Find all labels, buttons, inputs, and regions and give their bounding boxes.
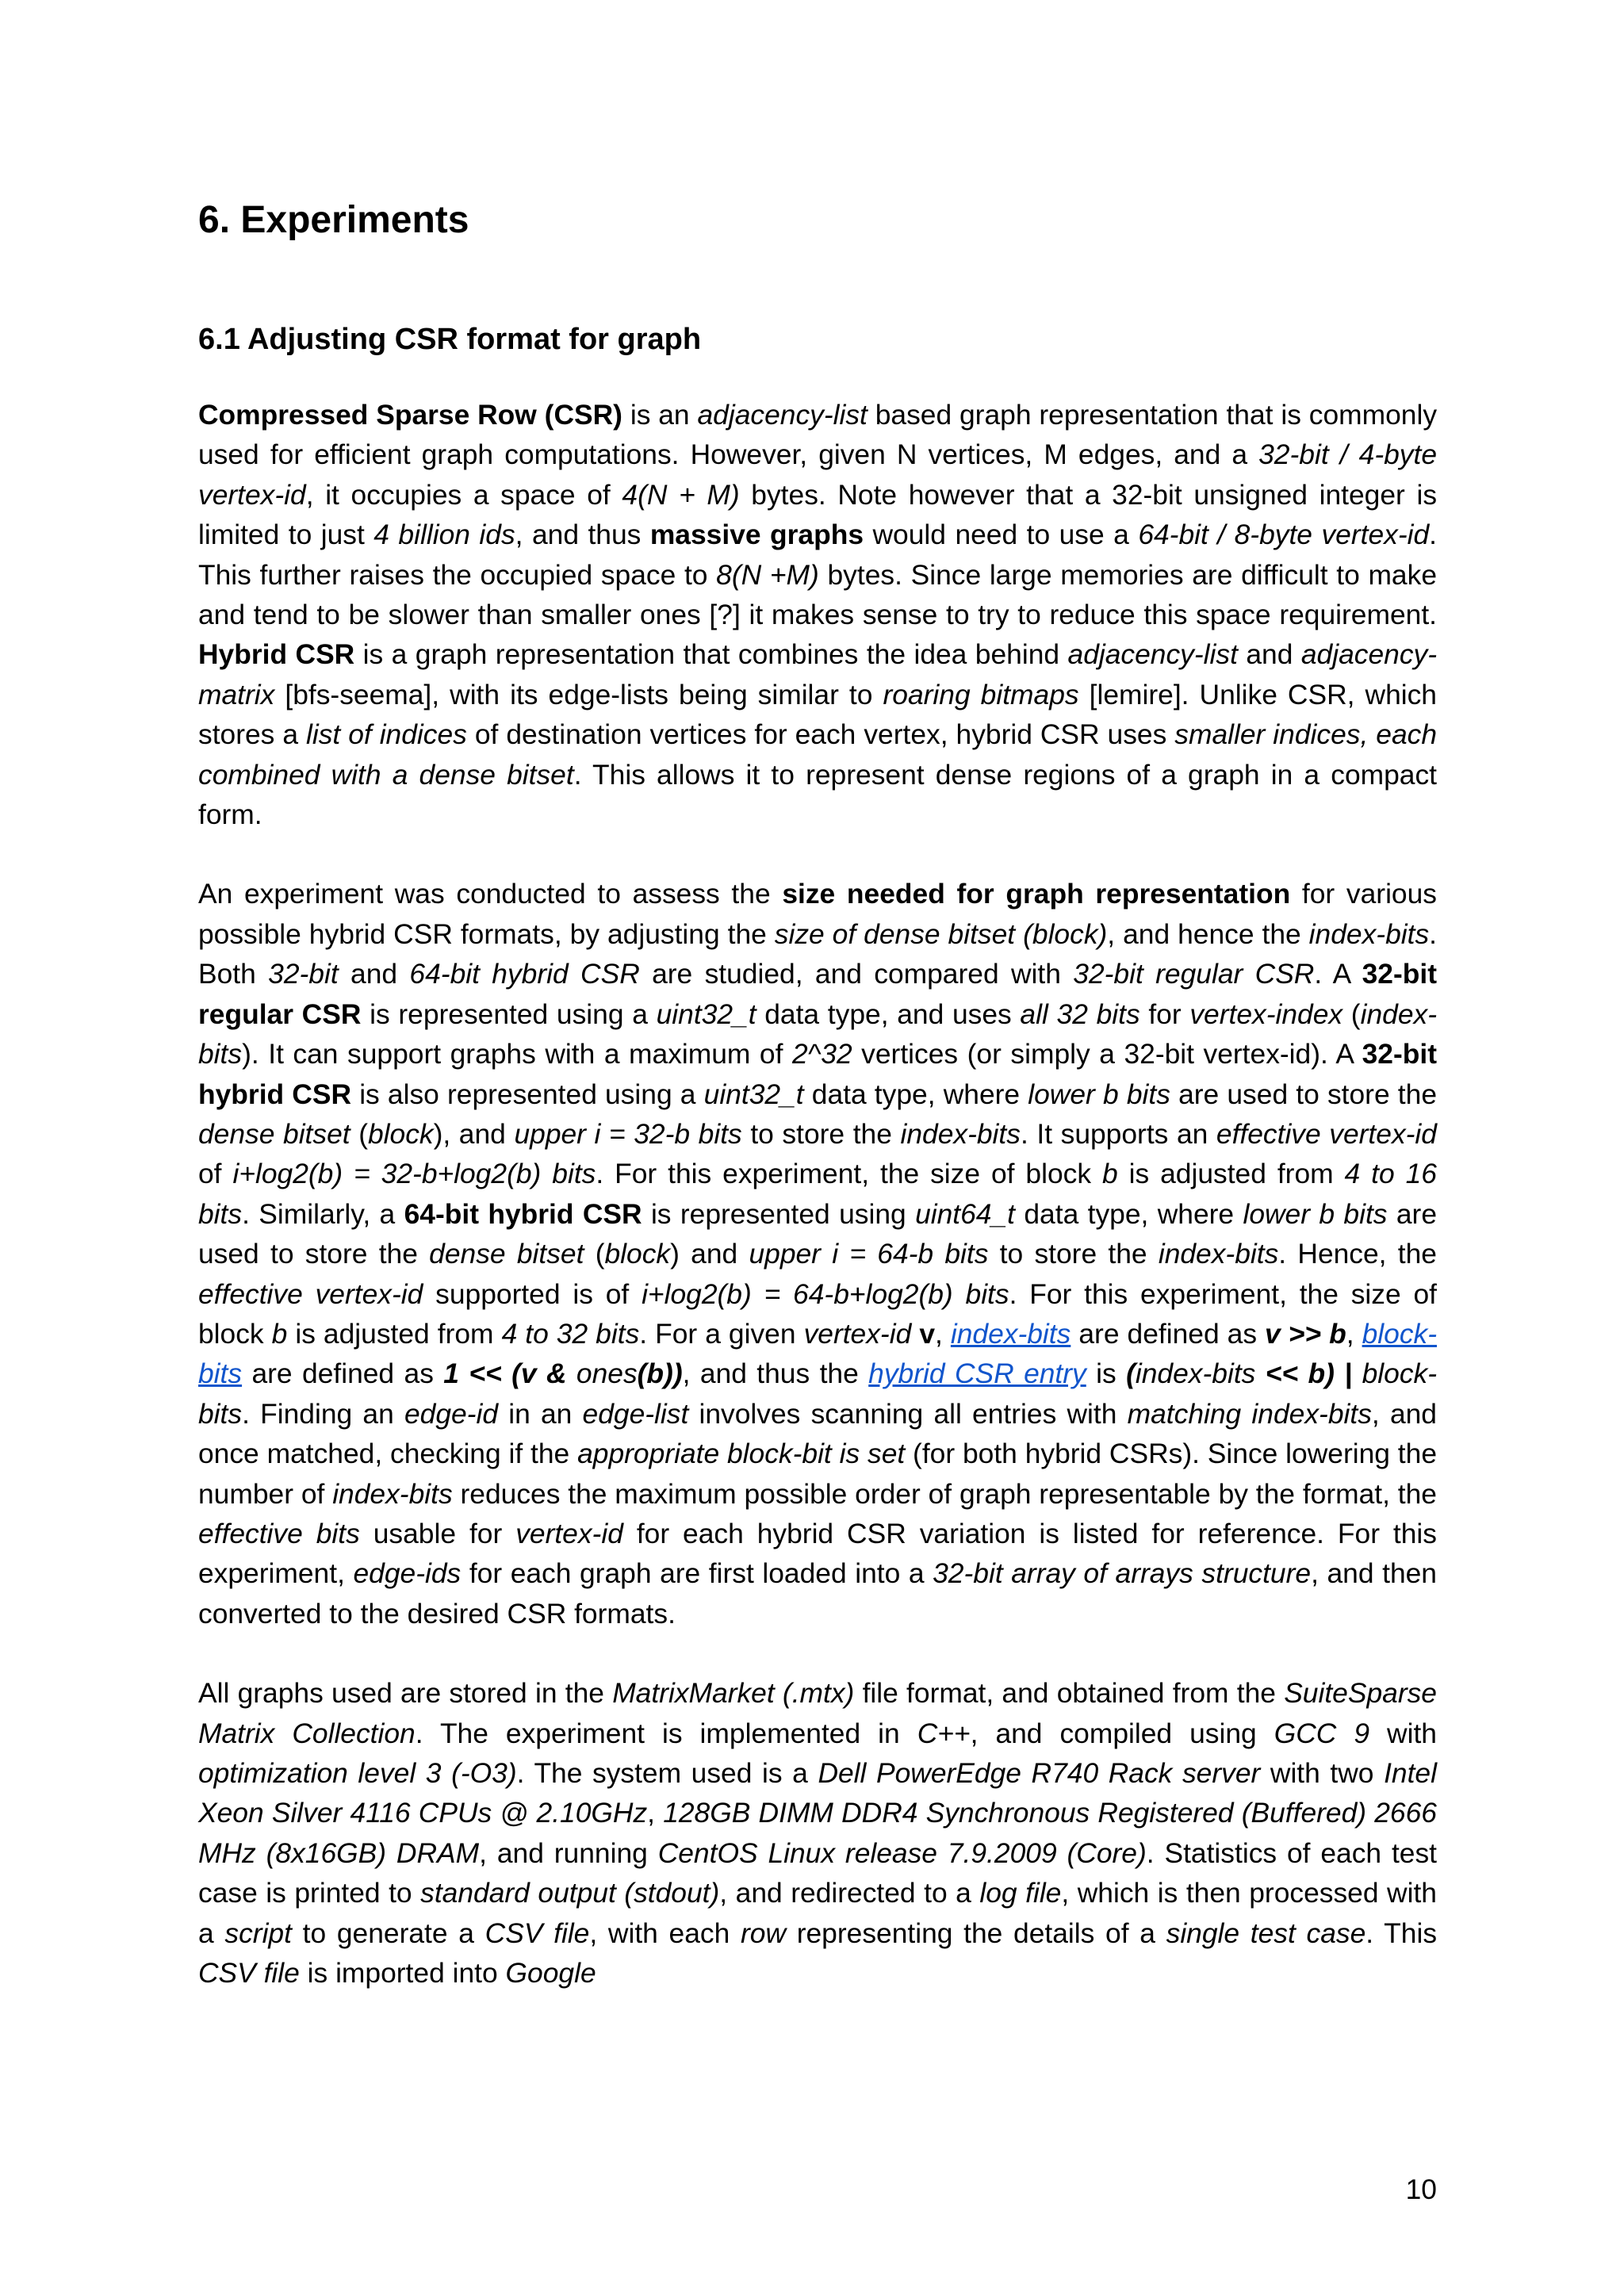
page-content: [198, 189, 1437, 1993]
text-run: based graph representation that is commonly used for efficient graph computations. However, given N vertices, M edges, and a: [198, 399, 1438, 471]
text-run: uint64_t: [915, 1197, 1016, 1230]
text-run: edge-ids: [353, 1557, 462, 1590]
text-run: 64-bit hybrid CSR: [404, 1197, 642, 1230]
text-run: representing the details of a: [786, 1917, 1166, 1949]
text-run: index-bits: [1308, 917, 1430, 950]
text-run: uint32_t: [703, 1078, 804, 1110]
text-run: 32-bit / 4-byte vertex-id: [198, 439, 1437, 511]
text-run: bytes. Since large memories are difficult to make and tend to be slower than smaller ones [?] it makes sense to try to reduce this space requirement.: [198, 558, 1437, 631]
text-run: GCC 9: [1274, 1717, 1370, 1749]
text-run: edge-list: [582, 1397, 689, 1430]
text-run: ones: [576, 1358, 638, 1390]
text-run: . Similarly, a: [242, 1197, 404, 1230]
text-run: is imported into: [299, 1957, 506, 1990]
text-run: in an: [498, 1397, 583, 1430]
text-run: , and running: [479, 1836, 658, 1869]
text-run: . For a given: [639, 1317, 804, 1350]
text-run: effective vertex-id: [1216, 1117, 1437, 1150]
text-run: log file: [979, 1877, 1062, 1909]
text-run: list of indices: [306, 718, 467, 751]
text-run: . A: [1314, 958, 1362, 990]
text-run: vertex-id: [515, 1517, 623, 1549]
text-run: 64-bit / 8-byte vertex-id: [1138, 519, 1430, 551]
text-run: file format, and obtained from the: [854, 1677, 1285, 1710]
text-run: of destination vertices for each vertex, hybrid CSR uses: [466, 718, 1175, 751]
subsection-title: 6.1 Adjusting CSR format for graph: [198, 323, 702, 356]
text-run: smaller indices, each combined with a dense bitset: [198, 718, 1438, 791]
text-run: is also represented using a: [351, 1078, 704, 1110]
text-run: are defined as: [1071, 1317, 1266, 1350]
text-run: effective vertex-id: [198, 1277, 423, 1310]
text-run: ). It can support graphs with a maximum of: [242, 1038, 792, 1070]
text-run: are used to store the: [1170, 1078, 1437, 1110]
text-run: to store the: [741, 1117, 901, 1150]
text-run: , and then converted to the desired CSR formats.: [198, 1557, 1437, 1630]
text-run: SuiteSparse Matrix Collection: [198, 1677, 1437, 1749]
text-run: , and thus the: [682, 1358, 869, 1390]
text-run: (for both hybrid CSRs). Since lowering the number of: [198, 1438, 1438, 1510]
text-run: . For this experiment, the size of block: [596, 1158, 1102, 1190]
text-run: is adjusted from: [1117, 1158, 1345, 1190]
text-run: Intel Xeon Silver 4116 CPUs @ 2.10GHz: [198, 1757, 1437, 1829]
text-run: ,: [1346, 1317, 1362, 1350]
text-run: is an: [622, 399, 698, 431]
text-run: index-bits: [198, 998, 1437, 1070]
text-run: i+log2(b) = 32-b+log2(b) bits: [232, 1158, 596, 1190]
text-run: , and redirected to a: [719, 1877, 980, 1909]
text-run: An experiment was conducted to assess the: [198, 878, 783, 910]
text-run: are studied, and compared with: [639, 958, 1074, 990]
text-run: are defined as: [242, 1358, 444, 1390]
text-run: for: [1139, 998, 1190, 1030]
text-run: << b) |: [1255, 1358, 1353, 1390]
text-run: . Statistics of each test case is printed to: [198, 1836, 1437, 1909]
text-run: . The experiment is implemented in: [415, 1717, 917, 1749]
text-run: CSV file: [198, 1957, 300, 1990]
text-run: vertex-id: [803, 1317, 912, 1350]
text-run: CSV file: [485, 1917, 590, 1949]
text-run: 1 << (v &: [443, 1358, 576, 1390]
text-run: i+log2(b) = 64-b+log2(b) bits: [642, 1277, 1009, 1310]
text-run: index-bits: [1135, 1358, 1256, 1390]
text-run: usable for: [359, 1517, 516, 1549]
text-run: . This allows it to represent dense regions of a graph in a compact form.: [198, 758, 1437, 831]
text-run: Google: [505, 1957, 596, 1990]
text-run: lower b bits: [1028, 1078, 1170, 1110]
text-run: and: [338, 958, 410, 990]
text-run: (b)): [637, 1358, 683, 1390]
text-run: data type, where: [803, 1078, 1028, 1110]
text-run: all 32 bits: [1020, 998, 1140, 1030]
text-run: adjacency-matrix: [198, 638, 1438, 710]
text-run: , with each: [589, 1917, 741, 1949]
text-run: bytes. Note however that a 32-bit unsigned integer is limited to just: [198, 478, 1438, 551]
text-run: data type, and uses: [756, 998, 1021, 1030]
text-run: standard output (stdout): [420, 1877, 720, 1909]
text-run: . It supports an: [1020, 1117, 1216, 1150]
text-run: , and thus: [515, 519, 650, 551]
text-run: index-bits: [1158, 1238, 1279, 1270]
text-run: is represented using a: [361, 998, 657, 1030]
text-run: ,: [647, 1797, 664, 1829]
text-run: block: [367, 1117, 434, 1150]
text-run: supported is of: [423, 1277, 642, 1310]
text-run: reduces the maximum possible order of graph representable by the format, the: [452, 1477, 1437, 1510]
text-run: , and compiled using: [970, 1717, 1274, 1749]
inline-link[interactable]: index-bits: [950, 1317, 1071, 1350]
text-run: vertex-index: [1189, 998, 1343, 1030]
text-run: MatrixMarket (.mtx): [612, 1677, 855, 1710]
text-run: upper i = 64-b bits: [749, 1238, 989, 1270]
text-run: 4 billion ids: [373, 519, 515, 551]
paragraph-setup: [198, 1673, 1437, 1993]
text-run: appropriate block-bit is set: [577, 1438, 906, 1470]
text-run: for each graph are first loaded into a: [461, 1557, 933, 1590]
text-run: b: [1101, 1158, 1118, 1190]
page-number: 10: [1405, 2173, 1437, 2205]
text-run: Dell PowerEdge R740 Rack server: [818, 1757, 1261, 1789]
text-run: , and once matched, checking if the: [198, 1397, 1437, 1470]
text-run: would need to use a: [864, 519, 1139, 551]
text-run: index-bits: [332, 1477, 453, 1510]
text-run: (: [584, 1238, 605, 1270]
text-run: ) and: [670, 1238, 749, 1270]
text-run: [1352, 1358, 1362, 1389]
section-title: 6. Experiments: [198, 199, 469, 241]
text-run: data type, where: [1015, 1197, 1243, 1230]
text-run: lower b bits: [1243, 1197, 1388, 1230]
text-run: to store the: [988, 1238, 1159, 1270]
text-run: . The system used is a: [516, 1757, 818, 1789]
text-run: row: [740, 1917, 787, 1949]
text-run: for various possible hybrid CSR formats, by adjusting the: [198, 878, 1437, 950]
text-run: are used to store the: [198, 1197, 1438, 1270]
text-run: block-bits: [198, 1358, 1437, 1430]
text-run: edge-id: [404, 1397, 499, 1430]
text-run: ,: [935, 1317, 951, 1350]
text-run: CentOS Linux release 7.9.2009 (Core): [657, 1836, 1147, 1869]
text-run: with two: [1260, 1757, 1385, 1789]
text-run: . This: [1365, 1917, 1438, 1949]
text-run: optimization level 3 (-O3): [198, 1757, 517, 1789]
text-run: script: [224, 1917, 292, 1949]
text-run: 4 to 32 bits: [501, 1317, 640, 1350]
text-run: with: [1369, 1717, 1437, 1749]
text-run: , and hence the: [1107, 917, 1309, 950]
text-run: massive graphs: [649, 519, 864, 551]
text-run: , it occupies a space of: [305, 478, 622, 511]
text-run: (: [1342, 998, 1361, 1030]
text-run: 8(N +M): [716, 558, 819, 591]
text-run: is represented using: [642, 1197, 916, 1230]
text-run: single test case: [1166, 1917, 1366, 1949]
text-run: size of dense bitset (block): [774, 917, 1108, 950]
text-run: . Finding an: [242, 1397, 404, 1430]
text-run: adjacency-list: [697, 399, 868, 431]
text-run: uint32_t: [656, 998, 756, 1030]
text-run: effective bits: [198, 1517, 360, 1549]
text-run: matching index-bits: [1127, 1397, 1372, 1430]
text-run: 4(N + M): [622, 478, 740, 511]
text-run: , which is then processed with a: [198, 1877, 1437, 1949]
text-run: is a graph representation that combines the idea behind: [354, 638, 1068, 671]
text-run: of: [198, 1158, 233, 1190]
text-run: v: [919, 1317, 935, 1350]
text-run: involves scanning all entries with: [688, 1397, 1128, 1430]
text-run: upper i = 32-b bits: [514, 1117, 742, 1150]
text-run: (: [1126, 1358, 1136, 1390]
text-run: 4 to 16 bits: [198, 1158, 1437, 1230]
text-run: is: [1086, 1358, 1127, 1390]
inline-link[interactable]: hybrid CSR entry: [868, 1358, 1086, 1390]
text-run: for each hybrid CSR variation is listed for reference. For this experiment,: [198, 1517, 1437, 1590]
text-run: Hybrid CSR: [198, 638, 355, 671]
paragraph-experiment-description: [198, 874, 1437, 1633]
text-run: v >> b: [1265, 1317, 1346, 1350]
text-run: Compressed Sparse Row (CSR): [198, 399, 622, 431]
text-run: . Both: [198, 917, 1437, 990]
text-run: 32-bit regular CSR: [198, 958, 1437, 1030]
text-run: b: [271, 1317, 288, 1350]
text-run: size needed for graph representation: [782, 878, 1291, 910]
text-run: ), and: [433, 1117, 515, 1150]
text-run: 32-bit: [268, 958, 339, 990]
text-run: index-bits: [900, 1117, 1021, 1150]
text-run: [bfs-seema], with its edge-lists being similar to: [274, 678, 883, 710]
text-run: dense bitset: [429, 1238, 584, 1270]
text-run: is adjusted from: [287, 1317, 502, 1350]
paragraph-csr-intro: [198, 395, 1437, 834]
text-run: 32-bit regular CSR: [1073, 958, 1315, 990]
text-run: block: [604, 1238, 671, 1270]
text-run: 64-bit hybrid CSR: [409, 958, 640, 990]
text-run: and: [1237, 638, 1301, 671]
text-run: [911, 1318, 919, 1350]
text-run: vertices (or simply a 32-bit vertex-id). A: [852, 1038, 1362, 1070]
text-run: (: [350, 1117, 368, 1150]
text-run: to generate a: [291, 1917, 485, 1949]
text-run: 32-bit array of arrays structure: [933, 1557, 1312, 1590]
text-run: 128GB DIMM DDR4 Synchronous Registered (Buffered) 2666 MHz (8x16GB) DRAM: [198, 1797, 1437, 1869]
text-run: All graphs used are stored in the: [198, 1677, 613, 1710]
text-run: 2^32: [791, 1038, 852, 1070]
text-run: C++: [917, 1717, 971, 1749]
text-run: . For this experiment, the size of block: [198, 1277, 1437, 1350]
text-run: dense bitset: [198, 1117, 350, 1150]
inline-link[interactable]: block-bits: [198, 1317, 1437, 1390]
text-run: roaring bitmaps: [883, 678, 1079, 710]
text-run: adjacency-list: [1067, 638, 1238, 671]
text-run: 32-bit hybrid CSR: [198, 1038, 1437, 1110]
text-run: . Hence, the: [1278, 1238, 1437, 1270]
text-run: [lemire]. Unlike CSR, which stores a: [198, 678, 1437, 751]
text-run: . This further raises the occupied space to: [198, 519, 1437, 591]
